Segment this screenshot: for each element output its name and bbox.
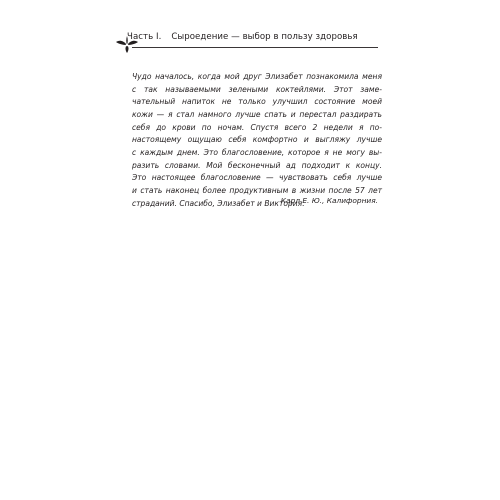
testimonial-text — [132, 71, 382, 210]
testimonial-line: Это настоящее благословение — чувствовать себя лучше — [132, 173, 382, 183]
testimonial-line: с каждым днем. Это благословение, которое я не могу вы- — [132, 147, 382, 157]
running-head — [127, 32, 358, 42]
testimonial-line: настоящему ощущаю себя комфортно и выгляжу лучше — [132, 135, 382, 145]
chapter-title: Сыроедение — выбор в пользу здоровья — [171, 32, 358, 42]
testimonial-signature: Карл Е. Ю., Калифорния. — [280, 196, 378, 205]
testimonial-line: себя до крови по ночам. Спустя всего 2 недели я по- — [132, 122, 382, 132]
testimonial-line: и стать наконец более продуктивным в жизни после 57 лет — [132, 185, 382, 195]
testimonial-line: страданий. Спасибо, Элизабет и Виктория. — [132, 198, 305, 208]
header-rule — [132, 47, 378, 48]
testimonial-line: с так называемыми зелеными коктейлями. Этот заме- — [132, 84, 382, 94]
part-label: Часть I. — [127, 32, 162, 42]
testimonial-line: разить словами. Мой бесконечный ад подходит к концу. — [132, 160, 382, 170]
testimonial-line: кожи — я стал намного лучше спать и перестал раздирать — [132, 109, 382, 119]
testimonial-line: Чудо началось, когда мой друг Элизабет познакомила меня — [132, 72, 382, 81]
testimonial-line: чательный напиток не только улучшил состояние моей — [132, 97, 382, 107]
